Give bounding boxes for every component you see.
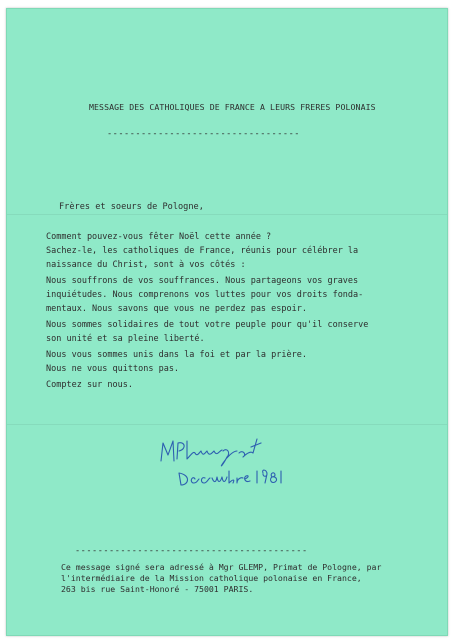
body-line: Comment pouvez-vous fêter Noël cette année ? bbox=[46, 232, 272, 242]
greeting: Frères et soeurs de Pologne, bbox=[59, 202, 204, 212]
body-line: inquiétudes. Nous comprenons vos luttes pour vos droits fonda- bbox=[46, 290, 364, 300]
body-line: Comptez sur nous. bbox=[46, 380, 133, 390]
body-line: Nous souffrons de vos souffrances. Nous partageons vos graves bbox=[46, 276, 359, 286]
body-line: Nous sommes solidaires de tout votre peuple pour qu'il conserve bbox=[46, 320, 369, 330]
body-line: Sachez-le, les catholiques de France, réunis pour célébrer la bbox=[46, 246, 359, 256]
letter-sheet bbox=[6, 8, 448, 636]
handwritten-signature bbox=[157, 429, 297, 487]
body-line: naissance du Christ, sont à vos côtés : bbox=[46, 260, 246, 270]
signature-drawing bbox=[157, 429, 297, 487]
body-line: Nous vous sommes unis dans la foi et par la prière. bbox=[46, 350, 307, 360]
letter-title: MESSAGE DES CATHOLIQUES DE FRANCE A LEURS FRERES POLONAIS bbox=[89, 102, 376, 112]
footer-line: 263 bis rue Saint-Honoré - 75001 PARIS. bbox=[61, 584, 254, 594]
footer-line: Ce message signé sera adressé à Mgr GLEMP, Primat de Pologne, par bbox=[61, 562, 382, 572]
paper-fold-line bbox=[7, 424, 447, 425]
title-underline: ---------------------------------- bbox=[107, 129, 300, 139]
paper-fold-line bbox=[7, 214, 447, 215]
footer-line: l'intermédiaire de la Mission catholique polonaise en France, bbox=[61, 573, 362, 583]
footer-separator: ----------------------------------------- bbox=[75, 546, 308, 556]
body-line: mentaux. Nous savons que vous ne perdez pas espoir. bbox=[46, 304, 307, 314]
body-line: Nous ne vous quittons pas. bbox=[46, 364, 180, 374]
body-line: son unité et sa pleine liberté. bbox=[46, 334, 205, 344]
